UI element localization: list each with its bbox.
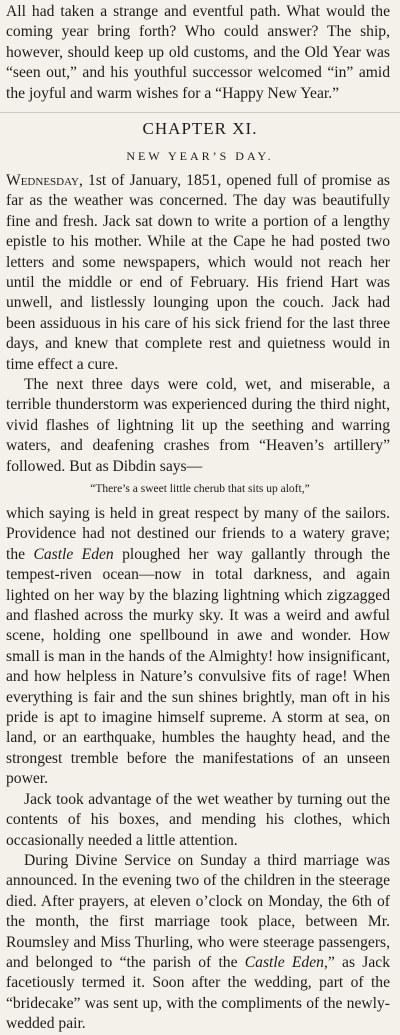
paragraph-3-text-b: ploughed her way gallantly through the tempest-riven ocean—now in total darkness, and again lighted on her way by the blazing lightning which zigzagged and flashed across the murky sky. It was a weird and awful scene, holding one spellbound in awe and wonder. How small is man in the hands of the Almighty! how insignificant, and how helpless in Nature’s convulsive fits of rage! When everything is fair and the sun shines brightly, man oft in his pride is apt to imagine himself supreme. A storm at sea, on land, or an earthquake, humbles the haughty head, and the strongest tremble before the manifestations of an unseen power. [6, 545, 391, 788]
opening-paragraph [6, 2, 390, 104]
chapter-body-upper [6, 171, 390, 477]
paragraph-1-lead: Wednesday, [6, 172, 83, 189]
chapter-body-lower [6, 504, 390, 1035]
paragraph-2: The next three days were cold, wet, and miserable, a terrible thunderstorm was experienced during the third night, vivid flashes of lightning lit up the seething and warring waters, and deafening crashes from “Heaven’s artillery” followed. But as Dibdin says— [6, 376, 390, 475]
ship-name: Castle Eden [244, 953, 324, 971]
chapter-title: CHAPTER XI. [142, 119, 258, 138]
page-divider [0, 112, 400, 113]
paragraph-5 [6, 851, 390, 1035]
quotation: “There’s a sweet little cherub that sits up aloft,” [90, 483, 310, 495]
paragraph-1 [6, 171, 390, 375]
ship-name: Castle Eden [33, 545, 114, 563]
opening-text: All had taken a strange and eventful path. What would the coming year bring forth? Who could answer? The ship, however, should keep up old customs, and the Old Year was “seen out,” and his youthful successor welcomed “in” amid the joyful and warm wishes for a “Happy New Year.” [6, 3, 390, 102]
paragraph-1-text: 1st of January, 1851, opened full of promise as far as the weather was concerned. The day was beautifully fine and fresh. Jack sat down to write a portion of a lengthy epistle to his mother. While at the Cape he had posted two letters and some newspapers, which would not reach her until the middle or end of February. His friend Hart was unwell, and listlessly lounging upon the couch. Jack had been assiduous in his care of his sick friend for the last three days, and knew that complete rest and quietness would in time effect a cure. [6, 172, 390, 373]
paragraph-3 [6, 504, 390, 790]
chapter-subtitle: NEW YEAR’S DAY. [126, 149, 274, 163]
paragraph-5-text-a: During Divine Service on Sunday a third marriage was announced. In the evening two of the children in the steerage died. After prayers, at eleven o’clock on Monday, the 6th of the month, the first marriage took place, between Mr. Roumsley and Miss Thurling, who were steerage passengers, and belonged to “the parish of the [6, 851, 390, 971]
paragraph-5-text-b: ,” as Jack facetiously termed it. Soon after the wedding, part of the “bridecake” was sent up, with the compliments of the newly-wedded pair. [6, 953, 390, 1033]
paragraph-3-text-a: which saying is held in great respect by many of the sailors. Providence had not destined our friends to a watery grave; the [6, 505, 390, 563]
paragraph-4: Jack took advantage of the wet weather by turning out the contents of his boxes, and mending his clothes, which occasionally needed a little attention. [6, 790, 390, 849]
